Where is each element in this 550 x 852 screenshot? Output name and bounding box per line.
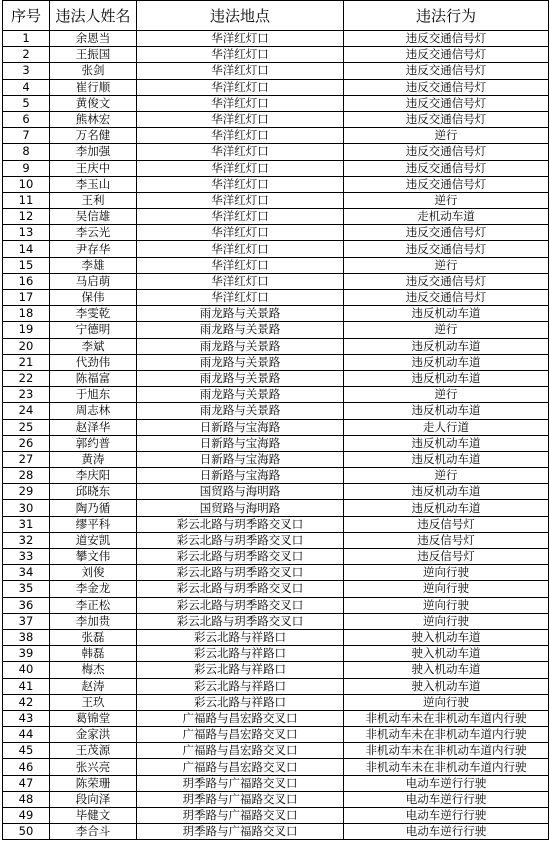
cell-location: 雨龙路与关景路 [137,306,344,322]
cell-location: 彩云北路与祥路口 [137,662,344,678]
table-row [3,419,549,435]
cell-index: 1 [3,31,50,47]
cell-name: 周志林 [50,403,137,419]
cell-name: 郭约普 [50,435,137,451]
table-row [3,257,549,273]
cell-name: 崔行顺 [50,79,137,95]
cell-index: 32 [3,532,50,548]
cell-index: 21 [3,354,50,370]
cell-violation: 违反交通信号灯 [344,241,549,257]
table-row [3,775,549,791]
cell-location: 华洋红灯口 [137,95,344,111]
cell-violation: 违反交通信号灯 [344,63,549,79]
table-row [3,241,549,257]
cell-index: 37 [3,613,50,629]
cell-location: 彩云北路与玥季路交叉口 [137,581,344,597]
cell-name: 王庆中 [50,160,137,176]
cell-violation: 逆向行驶 [344,613,549,629]
cell-name: 毕健文 [50,808,137,824]
cell-index: 45 [3,743,50,759]
cell-index: 19 [3,322,50,338]
cell-name: 尹存华 [50,241,137,257]
cell-violation: 违反信号灯 [344,532,549,548]
cell-violation: 非机动车未在非机动车道内行驶 [344,727,549,743]
cell-violation: 电动车逆行行驶 [344,791,549,807]
header-name: 违法人姓名 [50,1,137,31]
cell-index: 34 [3,565,50,581]
cell-name: 王利 [50,192,137,208]
cell-index: 9 [3,160,50,176]
table-row [3,111,549,127]
cell-location: 华洋红灯口 [137,144,344,160]
table-row [3,47,549,63]
cell-name: 李庆阳 [50,468,137,484]
table-row [3,824,549,840]
cell-violation: 违反交通信号灯 [344,95,549,111]
cell-violation: 电动车逆行行驶 [344,808,549,824]
table-row [3,727,549,743]
table-row [3,549,549,565]
table-row [3,468,549,484]
cell-violation: 逆向行驶 [344,565,549,581]
cell-violation: 非机动车未在非机动车道内行驶 [344,710,549,726]
table-row [3,808,549,824]
cell-location: 日新路与宝海路 [137,468,344,484]
cell-violation: 违反交通信号灯 [344,176,549,192]
table-row [3,629,549,645]
table-row [3,387,549,403]
cell-name: 李斌 [50,338,137,354]
cell-name: 张磊 [50,629,137,645]
table-row [3,338,549,354]
table-row [3,176,549,192]
cell-name: 吴信雄 [50,209,137,225]
cell-index: 29 [3,484,50,500]
cell-violation: 违反交通信号灯 [344,47,549,63]
cell-location: 雨龙路与关景路 [137,370,344,386]
cell-name: 李雯乾 [50,306,137,322]
cell-name: 宁德明 [50,322,137,338]
table-row [3,662,549,678]
table-row [3,613,549,629]
cell-location: 华洋红灯口 [137,160,344,176]
cell-location: 华洋红灯口 [137,192,344,208]
table-row [3,354,549,370]
cell-name: 王茂源 [50,743,137,759]
cell-location: 彩云北路与祥路口 [137,629,344,645]
cell-location: 玥季路与广福路交叉口 [137,775,344,791]
cell-violation: 违反交通信号灯 [344,273,549,289]
header-index: 序号 [3,1,50,31]
cell-name: 余恩当 [50,31,137,47]
cell-location: 国贸路与海明路 [137,500,344,516]
cell-location: 华洋红灯口 [137,209,344,225]
cell-violation: 违反交通信号灯 [344,160,549,176]
cell-index: 49 [3,808,50,824]
cell-violation: 违反交通信号灯 [344,144,549,160]
cell-index: 48 [3,791,50,807]
cell-index: 26 [3,435,50,451]
table-row [3,451,549,467]
cell-name: 黄涛 [50,451,137,467]
table-row [3,791,549,807]
cell-location: 玥季路与广福路交叉口 [137,808,344,824]
cell-name: 张剑 [50,63,137,79]
cell-name: 李正松 [50,597,137,613]
cell-index: 5 [3,95,50,111]
cell-violation: 驶入机动车道 [344,662,549,678]
table-row [3,484,549,500]
cell-name: 梅杰 [50,662,137,678]
cell-location: 彩云北路与玥季路交叉口 [137,613,344,629]
cell-violation: 逆行 [344,257,549,273]
cell-location: 彩云北路与祥路口 [137,646,344,662]
cell-location: 雨龙路与关景路 [137,354,344,370]
cell-index: 39 [3,646,50,662]
table-row [3,435,549,451]
cell-location: 华洋红灯口 [137,241,344,257]
cell-name: 马启萌 [50,273,137,289]
table-row [3,160,549,176]
cell-name: 万名健 [50,128,137,144]
cell-location: 日新路与宝海路 [137,451,344,467]
table-row [3,225,549,241]
cell-location: 玥季路与广福路交叉口 [137,791,344,807]
cell-index: 7 [3,128,50,144]
cell-location: 彩云北路与玥季路交叉口 [137,597,344,613]
cell-location: 华洋红灯口 [137,79,344,95]
cell-index: 10 [3,176,50,192]
cell-name: 缪平科 [50,516,137,532]
cell-name: 陶乃循 [50,500,137,516]
table-row [3,743,549,759]
cell-name: 黄俊文 [50,95,137,111]
cell-index: 27 [3,451,50,467]
cell-violation: 违反机动车道 [344,484,549,500]
cell-location: 广福路与昌宏路交叉口 [137,727,344,743]
cell-name: 道安凯 [50,532,137,548]
table-row [3,565,549,581]
cell-name: 张兴亮 [50,759,137,775]
cell-index: 14 [3,241,50,257]
cell-name: 于旭东 [50,387,137,403]
cell-location: 雨龙路与关景路 [137,387,344,403]
table-row [3,144,549,160]
cell-violation: 逆行 [344,387,549,403]
cell-name: 邱晓东 [50,484,137,500]
cell-index: 24 [3,403,50,419]
cell-location: 彩云北路与玥季路交叉口 [137,516,344,532]
cell-violation: 非机动车未在非机动车道内行驶 [344,743,549,759]
table-row [3,273,549,289]
cell-name: 葛锦堂 [50,710,137,726]
cell-index: 17 [3,290,50,306]
cell-name: 赵涛 [50,678,137,694]
table-row [3,370,549,386]
table-row [3,759,549,775]
cell-violation: 非机动车未在非机动车道内行驶 [344,759,549,775]
cell-location: 华洋红灯口 [137,176,344,192]
cell-index: 46 [3,759,50,775]
cell-violation: 逆向行驶 [344,597,549,613]
cell-violation: 驶入机动车道 [344,678,549,694]
table-row [3,500,549,516]
cell-location: 日新路与宝海路 [137,435,344,451]
table-row [3,403,549,419]
cell-violation: 驶入机动车道 [344,646,549,662]
cell-index: 16 [3,273,50,289]
table-row [3,597,549,613]
cell-location: 彩云北路与玥季路交叉口 [137,565,344,581]
cell-index: 28 [3,468,50,484]
cell-name: 王振国 [50,47,137,63]
cell-violation: 违反机动车道 [344,435,549,451]
cell-violation: 违反机动车道 [344,451,549,467]
table-row [3,532,549,548]
cell-location: 广福路与昌宏路交叉口 [137,759,344,775]
header-violation: 违法行为 [344,1,549,31]
table-row [3,31,549,47]
cell-location: 雨龙路与关景路 [137,322,344,338]
cell-index: 20 [3,338,50,354]
cell-violation: 走人行道 [344,419,549,435]
cell-index: 8 [3,144,50,160]
cell-violation: 违反机动车道 [344,370,549,386]
table-row [3,209,549,225]
cell-violation: 违反交通信号灯 [344,31,549,47]
cell-location: 彩云北路与玥季路交叉口 [137,549,344,565]
cell-location: 华洋红灯口 [137,273,344,289]
violations-table [2,0,549,840]
cell-name: 李合斗 [50,824,137,840]
cell-violation: 违反信号灯 [344,516,549,532]
cell-location: 国贸路与海明路 [137,484,344,500]
cell-location: 雨龙路与关景路 [137,403,344,419]
cell-index: 4 [3,79,50,95]
cell-index: 2 [3,47,50,63]
header-row [3,1,549,31]
cell-name: 熊林宏 [50,111,137,127]
cell-index: 22 [3,370,50,386]
cell-location: 彩云北路与祥路口 [137,678,344,694]
cell-violation: 违反机动车道 [344,338,549,354]
cell-index: 40 [3,662,50,678]
cell-name: 李加强 [50,144,137,160]
cell-violation: 违反机动车道 [344,354,549,370]
cell-violation: 违反交通信号灯 [344,79,549,95]
cell-location: 广福路与昌宏路交叉口 [137,710,344,726]
cell-index: 33 [3,549,50,565]
cell-violation: 电动车逆行行驶 [344,824,549,840]
cell-index: 6 [3,111,50,127]
cell-violation: 违反机动车道 [344,306,549,322]
cell-index: 38 [3,629,50,645]
cell-index: 42 [3,694,50,710]
cell-index: 13 [3,225,50,241]
cell-location: 彩云北路与玥季路交叉口 [137,532,344,548]
cell-location: 华洋红灯口 [137,111,344,127]
cell-violation: 逆向行驶 [344,694,549,710]
cell-index: 44 [3,727,50,743]
table-row [3,63,549,79]
cell-location: 广福路与昌宏路交叉口 [137,743,344,759]
cell-violation: 电动车逆行行驶 [344,775,549,791]
cell-name: 李雄 [50,257,137,273]
cell-index: 47 [3,775,50,791]
cell-index: 12 [3,209,50,225]
cell-violation: 违反信号灯 [344,549,549,565]
cell-location: 华洋红灯口 [137,47,344,63]
table-row [3,581,549,597]
cell-name: 李玉山 [50,176,137,192]
cell-name: 刘俊 [50,565,137,581]
table-body [3,31,549,840]
cell-name: 陈福富 [50,370,137,386]
cell-violation: 驶入机动车道 [344,629,549,645]
cell-location: 玥季路与广福路交叉口 [137,824,344,840]
cell-name: 王玖 [50,694,137,710]
cell-violation: 违反交通信号灯 [344,111,549,127]
cell-index: 11 [3,192,50,208]
cell-name: 保伟 [50,290,137,306]
cell-index: 15 [3,257,50,273]
cell-violation: 违反交通信号灯 [344,290,549,306]
cell-violation: 违反交通信号灯 [344,225,549,241]
table-row [3,646,549,662]
cell-violation: 逆行 [344,128,549,144]
cell-violation: 走机动车道 [344,209,549,225]
cell-index: 35 [3,581,50,597]
cell-location: 华洋红灯口 [137,257,344,273]
cell-index: 41 [3,678,50,694]
cell-name: 金家洪 [50,727,137,743]
table-row [3,710,549,726]
cell-violation: 逆行 [344,192,549,208]
table-row [3,516,549,532]
cell-index: 25 [3,419,50,435]
cell-index: 36 [3,597,50,613]
cell-name: 韩磊 [50,646,137,662]
table-row [3,79,549,95]
cell-location: 雨龙路与关景路 [137,338,344,354]
cell-index: 23 [3,387,50,403]
table-row [3,306,549,322]
cell-violation: 逆向行驶 [344,581,549,597]
cell-name: 段向泽 [50,791,137,807]
cell-location: 彩云北路与祥路口 [137,694,344,710]
cell-name: 代劲伟 [50,354,137,370]
cell-location: 日新路与宝海路 [137,419,344,435]
cell-index: 18 [3,306,50,322]
cell-index: 43 [3,710,50,726]
cell-violation: 违反机动车道 [344,500,549,516]
cell-index: 30 [3,500,50,516]
cell-name: 李云光 [50,225,137,241]
cell-location: 华洋红灯口 [137,225,344,241]
table-row [3,678,549,694]
cell-name: 攀文伟 [50,549,137,565]
cell-location: 华洋红灯口 [137,290,344,306]
cell-name: 李加贵 [50,613,137,629]
header-location: 违法地点 [137,1,344,31]
cell-location: 华洋红灯口 [137,63,344,79]
cell-name: 赵泽华 [50,419,137,435]
table-row [3,192,549,208]
cell-location: 华洋红灯口 [137,31,344,47]
cell-violation: 逆行 [344,322,549,338]
cell-index: 31 [3,516,50,532]
table-row [3,322,549,338]
cell-violation: 逆行 [344,468,549,484]
cell-violation: 违反机动车道 [344,403,549,419]
cell-location: 华洋红灯口 [137,128,344,144]
cell-name: 李金龙 [50,581,137,597]
table-row [3,95,549,111]
cell-name: 陈荣珊 [50,775,137,791]
table-row [3,128,549,144]
table-row [3,290,549,306]
cell-index: 50 [3,824,50,840]
cell-index: 3 [3,63,50,79]
table-row [3,694,549,710]
